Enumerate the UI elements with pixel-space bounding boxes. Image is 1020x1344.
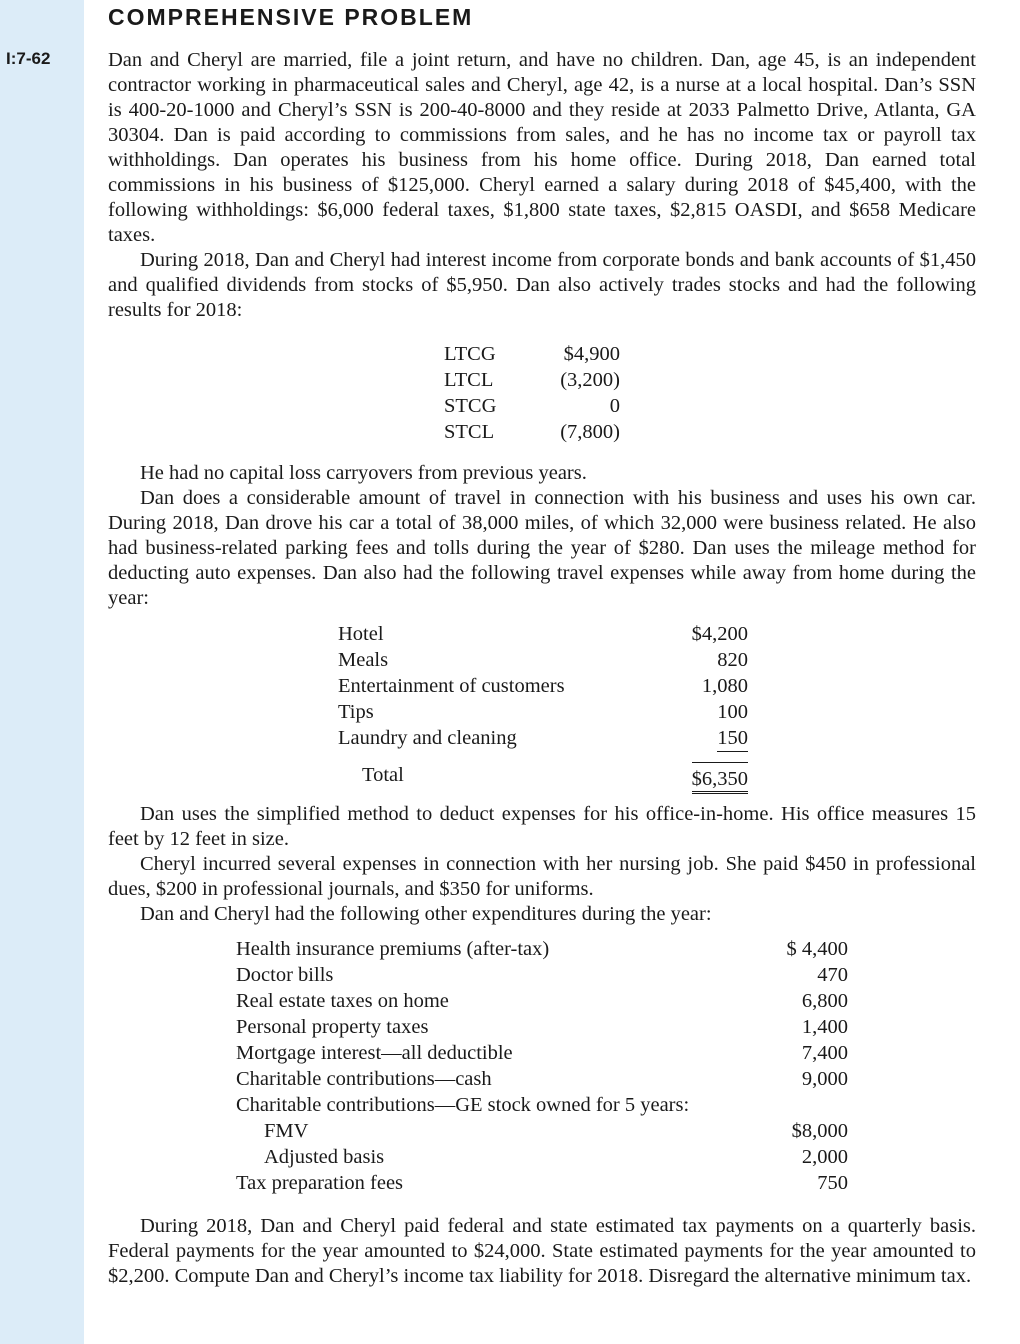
expenditure-value: 1,400 <box>801 1016 848 1038</box>
table-row <box>444 419 620 445</box>
table-row <box>236 1118 848 1144</box>
expense-label: Laundry and cleaning <box>338 727 517 749</box>
table-row <box>236 988 848 1014</box>
capital-value: 0 <box>609 395 620 417</box>
table-row <box>338 673 748 699</box>
table-row <box>236 1092 848 1118</box>
table-row <box>444 341 620 367</box>
expenditure-label: FMV <box>264 1120 309 1142</box>
table-row <box>444 367 620 393</box>
expenditure-label: Personal property taxes <box>236 1016 429 1038</box>
section-heading: COMPREHENSIVE PROBLEM <box>108 4 474 30</box>
capital-value: (3,200) <box>560 369 620 391</box>
expense-label: Entertainment of customers <box>338 675 565 697</box>
table-row <box>444 393 620 419</box>
expenditures-intro: Dan and Cheryl had the following other expenditures during the year: <box>140 903 712 925</box>
capital-gains-table <box>444 341 620 445</box>
expenditure-value: 7,400 <box>801 1042 848 1064</box>
estimated-payments-paragraph: During 2018, Dan and Cheryl paid federal and state estimated tax payments on a quarterly basis. Federal payments for the year amounted to $24,000. State estimated payments for the year amounted to $2,200. Compute Dan and Cheryl’s income tax liability for 2018. Disregard the alternative minimum tax. <box>108 1215 976 1287</box>
table-row <box>338 647 748 673</box>
expenditure-label: Real estate taxes on home <box>236 990 449 1012</box>
expense-label: Hotel <box>338 623 384 645</box>
table-row <box>236 936 848 962</box>
expense-value: $4,200 <box>691 623 748 645</box>
capital-value: (7,800) <box>560 421 620 443</box>
capital-label: LTCL <box>444 369 494 391</box>
expenditure-label: Health insurance premiums (after-tax) <box>236 938 550 960</box>
capital-label: STCL <box>444 421 495 443</box>
expenditure-label: Charitable contributions—GE stock owned for 5 years: <box>236 1094 690 1116</box>
total-row <box>338 762 748 794</box>
table-row <box>236 962 848 988</box>
total-value: $6,350 <box>692 762 748 794</box>
capital-label: STCG <box>444 395 497 417</box>
capital-label: LTCG <box>444 343 496 365</box>
problem-number: I:7-62 <box>6 49 51 68</box>
expenditure-value: 9,000 <box>801 1068 848 1090</box>
expenditure-value: $8,000 <box>791 1120 848 1142</box>
expense-label: Meals <box>338 649 389 671</box>
intro-paragraph: Dan and Cheryl are married, file a joint return, and have no children. Dan, age 45, is an independent contractor working in pharmaceutical sales and Cheryl, age 42, is a nurse at a local hospital. Dan’s SSN is 400-20-1000 and Cheryl’s SSN is 200-40-8000 and they reside at 2033 Palmetto Drive, Atlanta, GA 30304. Dan is paid according to commissions from sales, and he has no income tax or payroll tax withholdings. Dan operates his business from his home office. During 2018, Dan earned total commissions in his business of $125,000. Cheryl earned a salary during 2018 of $45,400, with the following withholdings: $6,000 federal taxes, $1,800 state taxes, $2,815 OASDI, and $658 Medicare taxes. <box>108 49 976 246</box>
margin-sidebar <box>0 0 84 1344</box>
expense-value: 820 <box>717 649 748 671</box>
expenditure-label: Doctor bills <box>236 964 334 986</box>
expense-value: 1,080 <box>701 675 748 697</box>
table-row <box>236 1014 848 1040</box>
office-paragraph: Dan uses the simplified method to deduct expenses for his office-in-home. His office measures 15 feet by 12 feet in size. <box>108 803 976 850</box>
expenditure-value: $ 4,400 <box>786 938 848 960</box>
expenditure-label: Charitable contributions—cash <box>236 1068 492 1090</box>
total-label: Total <box>362 764 404 786</box>
expenditure-label: Tax preparation fees <box>236 1172 404 1194</box>
investment-paragraph: During 2018, Dan and Cheryl had interest income from corporate bonds and bank accounts of $1,450 and qualified dividends from stocks of $5,950. Dan also actively trades stocks and had the following results for 2018: <box>108 249 976 321</box>
expenditure-value: 6,800 <box>801 990 848 1012</box>
nursing-paragraph: Cheryl incurred several expenses in connection with her nursing job. She paid $450 in professional dues, $200 in professional journals, and $350 for uniforms. <box>108 853 976 900</box>
expenditure-label: Mortgage interest—all deductible <box>236 1042 513 1064</box>
expense-value: 150 <box>717 725 748 752</box>
other-expenditures-table <box>236 936 848 1196</box>
expenditure-value: 750 <box>817 1172 848 1194</box>
carryover-paragraph: He had no capital loss carryovers from previous years. <box>140 462 587 484</box>
table-row <box>236 1066 848 1092</box>
table-row <box>236 1040 848 1066</box>
expense-label: Tips <box>338 701 374 723</box>
table-row <box>338 725 748 752</box>
table-row <box>338 621 748 647</box>
capital-value: $4,900 <box>563 343 620 365</box>
travel-paragraph: Dan does a considerable amount of travel in connection with his business and uses his own car. During 2018, Dan drove his car a total of 38,000 miles, of which 32,000 were business related. He also had business-related parking fees and tolls during the year of $280. Dan uses the mileage method for deducting auto expenses. Dan also had the following travel expenses while away from home during the year: <box>108 487 976 609</box>
expense-value: 100 <box>717 701 748 723</box>
table-row <box>236 1170 848 1196</box>
table-row <box>236 1144 848 1170</box>
travel-expenses-table <box>338 621 748 794</box>
table-row <box>338 699 748 725</box>
expenditure-value: 470 <box>817 964 848 986</box>
expenditure-value: 2,000 <box>801 1146 848 1168</box>
expenditure-label: Adjusted basis <box>264 1146 385 1168</box>
